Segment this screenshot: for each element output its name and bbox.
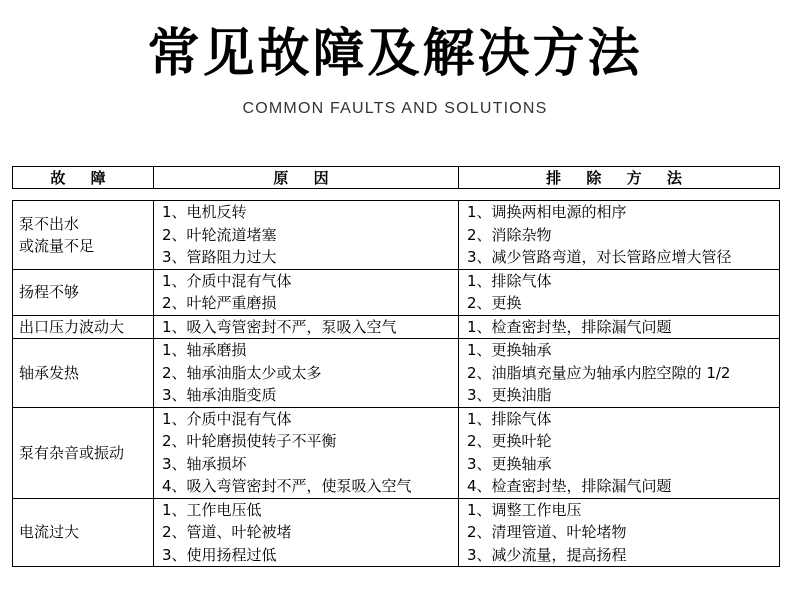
page-subtitle: COMMON FAULTS AND SOLUTIONS: [242, 100, 548, 117]
header-cause: 原 因: [154, 167, 459, 189]
table-row: [13, 315, 780, 339]
cause-line: 3、使用扬程过低: [162, 545, 277, 564]
fault-cell: [13, 498, 154, 567]
fault-text: 泵有杂音或振动: [19, 443, 125, 462]
cause-line: 2、叶轮流道堵塞: [162, 225, 277, 244]
fault-text: 扬程不够: [19, 283, 80, 301]
remedy-line: 2、油脂填充量应为轴承内腔空隙的 1/2: [467, 363, 731, 382]
header-table: [12, 166, 780, 189]
faults-table: [12, 200, 780, 567]
remedy-line: 3、减少流量，提高扬程: [467, 545, 627, 564]
cause-line: 1、工作电压低: [162, 500, 262, 519]
table-row: [13, 269, 780, 315]
cause-cell: [154, 201, 459, 270]
fault-cell: [13, 315, 154, 339]
cause-line: 2、轴承油脂太少或太多: [162, 363, 322, 382]
remedy-line: 2、更换叶轮: [467, 432, 552, 450]
cause-line: 1、吸入弯管密封不严，泵吸入空气: [162, 317, 397, 336]
remedy-line: 1、更换轴承: [467, 341, 552, 359]
remedy-line: 2、更换: [467, 294, 522, 312]
cause-line: 3、轴承油脂变质: [162, 386, 277, 404]
fault-text: 轴承发热: [19, 363, 80, 382]
remedy-line: 1、调整工作电压: [467, 500, 582, 519]
remedy-line: 1、检查密封垫，排除漏气问题: [467, 317, 672, 336]
fault-text: 电流过大: [19, 523, 80, 542]
fault-cell: [13, 269, 154, 315]
cause-line: 1、轴承磨损: [162, 341, 247, 359]
table-row: [13, 201, 780, 270]
remedy-line: 1、排除气体: [467, 409, 552, 428]
cause-cell: [154, 339, 459, 408]
remedy-line: 3、更换油脂: [467, 386, 552, 404]
fault-text: 出口压力波动大: [19, 317, 125, 336]
remedy-line: 4、检查密封垫，排除漏气问题: [467, 477, 672, 495]
cause-line: 1、介质中混有气体: [162, 271, 292, 290]
remedy-cell: [459, 498, 780, 567]
page-title: 常见故障及解决方法: [147, 24, 643, 84]
cause-line: 3、管路阻力过大: [162, 248, 277, 266]
cause-line: 1、介质中混有气体: [162, 409, 292, 428]
remedy-line: 3、减少管路弯道，对长管路应增大管径: [467, 248, 732, 266]
cause-line: 4、吸入弯管密封不严，使泵吸入空气: [162, 477, 412, 495]
remedy-cell: [459, 201, 780, 270]
fault-cell: [13, 339, 154, 408]
header-fault: 故 障: [13, 167, 154, 189]
header-remedy: 排 除 方 法: [459, 167, 780, 189]
cause-line: 1、电机反转: [162, 203, 247, 221]
cause-cell: [154, 315, 459, 339]
cause-cell: [154, 269, 459, 315]
table-row: [13, 407, 780, 498]
remedy-cell: [459, 407, 780, 498]
cause-line: 2、管道、叶轮被堵: [162, 523, 292, 541]
cause-cell: [154, 498, 459, 567]
fault-cell: [13, 407, 154, 498]
table-row: [13, 498, 780, 567]
cause-line: 2、叶轮磨损使转子不平衡: [162, 432, 337, 450]
remedy-cell: [459, 315, 780, 339]
remedy-cell: [459, 339, 780, 408]
remedy-line: 1、调换两相电源的相序: [467, 203, 627, 221]
cause-cell: [154, 407, 459, 498]
table-row: [13, 339, 780, 408]
fault-text: 泵不出水: [19, 214, 80, 233]
remedy-line: 1、排除气体: [467, 271, 552, 290]
remedy-line: 3、更换轴承: [467, 454, 552, 473]
remedy-line: 2、清理管道、叶轮堵物: [467, 523, 627, 541]
remedy-cell: [459, 269, 780, 315]
fault-text: 或流量不足: [19, 236, 95, 255]
fault-cell: [13, 201, 154, 270]
cause-line: 3、轴承损坏: [162, 454, 247, 473]
remedy-line: 2、消除杂物: [467, 225, 552, 244]
cause-line: 2、叶轮严重磨损: [162, 294, 277, 312]
